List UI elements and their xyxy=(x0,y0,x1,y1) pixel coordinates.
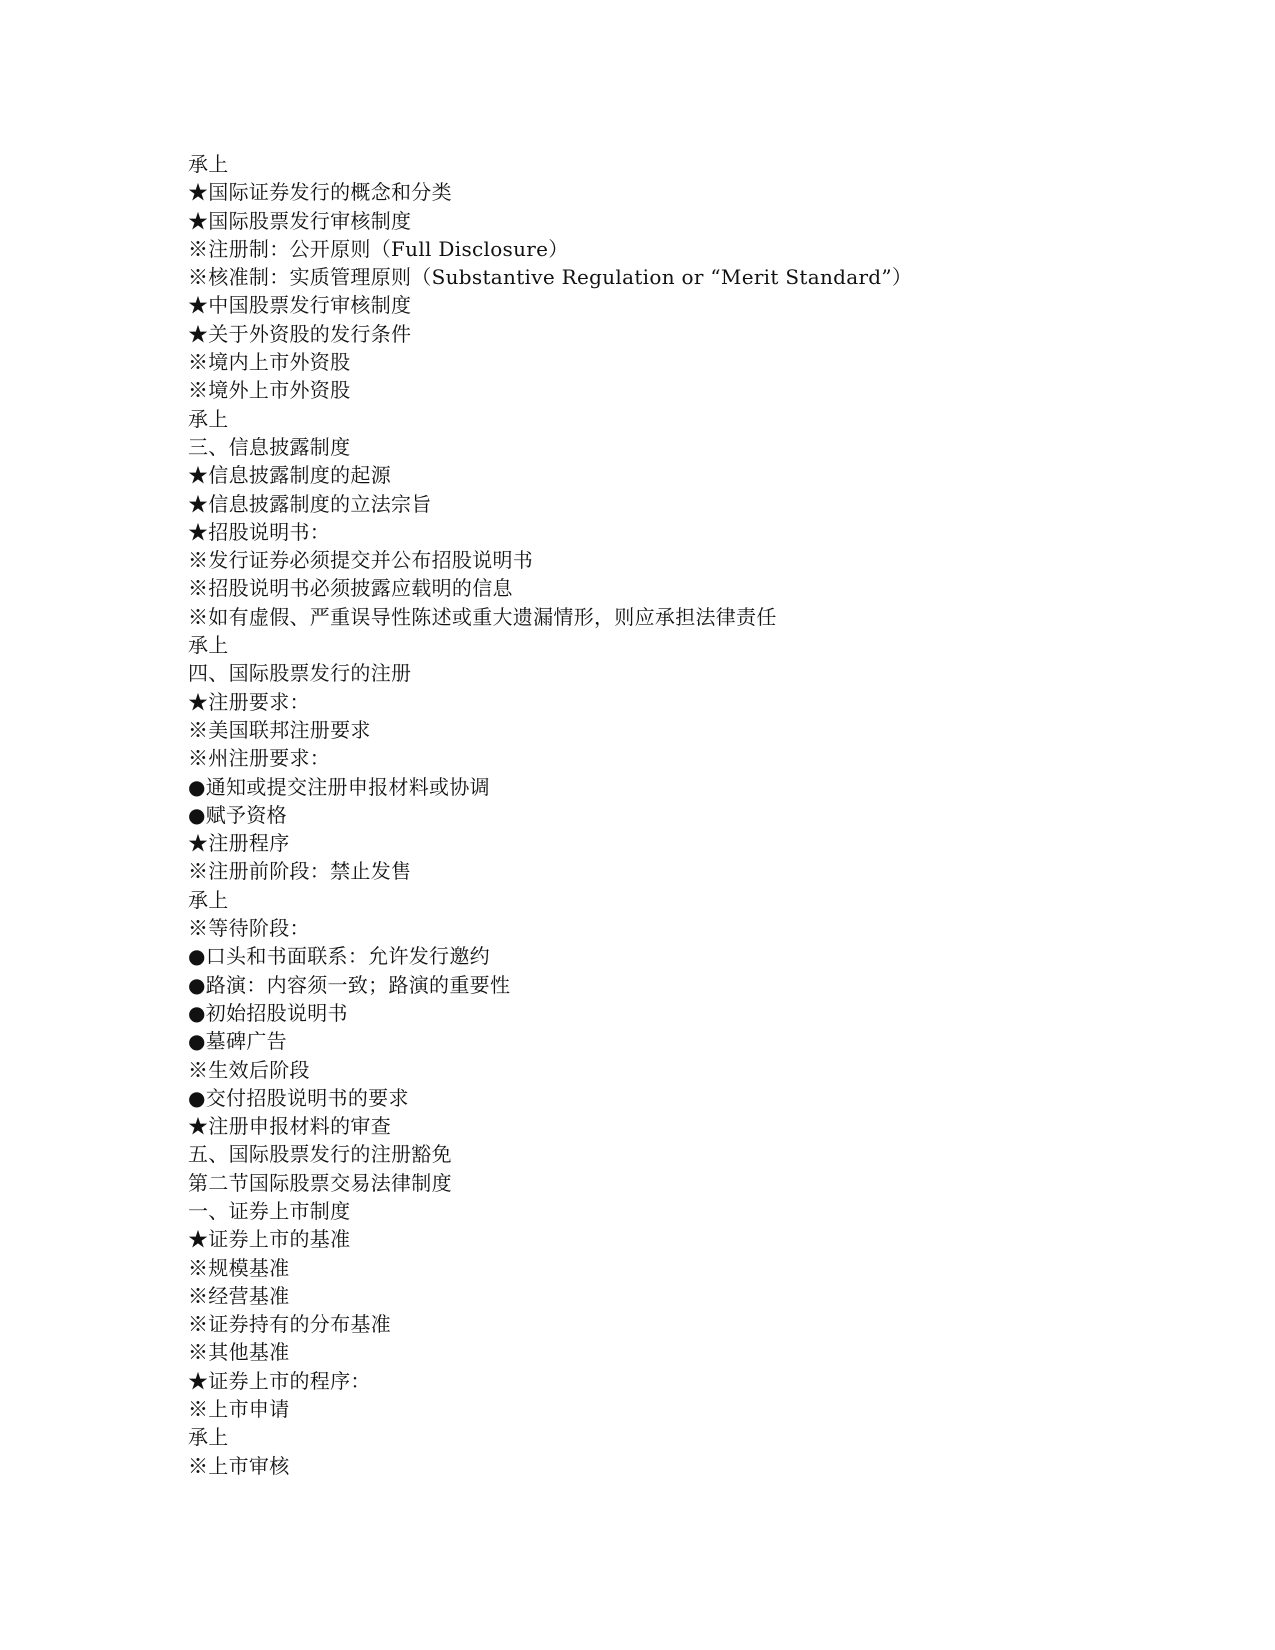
text-line: ★关于外资股的发行条件 xyxy=(188,321,412,346)
text-line: ★注册程序 xyxy=(188,831,290,856)
text-line: ★国际证券发行的概念和分类 xyxy=(188,180,452,205)
text-line: ※核准制：实质管理原则（Substantive Regulation or “Merit Standard”） xyxy=(188,265,913,290)
text-line: ★招股说明书： xyxy=(188,519,331,544)
text-line: ※注册前阶段：禁止发售 xyxy=(188,859,412,884)
text-line: 承上 xyxy=(188,406,229,431)
text-line: 承上 xyxy=(188,887,229,912)
text-line: ※州注册要求： xyxy=(188,746,331,771)
text-line: ●墓碑广告 xyxy=(188,1029,287,1054)
text-line: ※如有虚假、严重误导性陈述或重大遗漏情形，则应承担法律责任 xyxy=(188,604,777,629)
text-line: ※注册制：公开原则（Full Disclosure） xyxy=(188,236,569,261)
text-line: ※上市申请 xyxy=(188,1397,290,1422)
text-line: ※境外上市外资股 xyxy=(188,378,351,403)
text-line: ※发行证券必须提交并公布招股说明书 xyxy=(188,548,534,573)
text-line: ●通知或提交注册申报材料或协调 xyxy=(188,774,490,799)
text-line: 承上 xyxy=(188,1425,229,1450)
text-line: ※证券持有的分布基准 xyxy=(188,1312,391,1337)
text-line: ★国际股票发行审核制度 xyxy=(188,208,412,233)
text-line: ●口头和书面联系：允许发行邀约 xyxy=(188,944,490,969)
text-line: ★信息披露制度的起源 xyxy=(188,463,391,488)
text-line: ※美国联邦注册要求 xyxy=(188,717,371,742)
text-line: 承上 xyxy=(188,152,229,176)
text-line: ※生效后阶段 xyxy=(188,1057,310,1082)
text-line: ★注册申报材料的审查 xyxy=(188,1114,391,1139)
text-line: ※招股说明书必须披露应载明的信息 xyxy=(188,576,513,601)
text-line: ●路演：内容须一致；路演的重要性 xyxy=(188,972,511,997)
text-line: 三、信息披露制度 xyxy=(188,434,351,459)
text-line: ※上市审核 xyxy=(188,1453,290,1478)
text-line: ●赋予资格 xyxy=(188,802,287,827)
text-line: ★中国股票发行审核制度 xyxy=(188,293,412,318)
text-line: ★证券上市的基准 xyxy=(188,1227,351,1252)
text-line: ●初始招股说明书 xyxy=(188,1000,348,1025)
text-line: ※其他基准 xyxy=(188,1340,290,1365)
text-line: ※规模基准 xyxy=(188,1255,290,1280)
text-line: ★信息披露制度的立法宗旨 xyxy=(188,491,432,516)
text-line: 第二节国际股票交易法律制度 xyxy=(188,1170,452,1195)
text-line: 四、国际股票发行的注册 xyxy=(188,661,412,686)
text-line: ※境内上市外资股 xyxy=(188,350,351,375)
text-line: 五、国际股票发行的注册豁免 xyxy=(188,1142,452,1167)
text-line: ★注册要求： xyxy=(188,689,310,714)
text-line: 一、证券上市制度 xyxy=(188,1198,351,1223)
text-line: ※经营基准 xyxy=(188,1283,290,1308)
text-line: ※等待阶段： xyxy=(188,916,310,941)
text-line: 承上 xyxy=(188,633,229,658)
document-body xyxy=(188,150,1088,1480)
text-line: ●交付招股说明书的要求 xyxy=(188,1085,409,1110)
text-line: ★证券上市的程序： xyxy=(188,1368,371,1393)
